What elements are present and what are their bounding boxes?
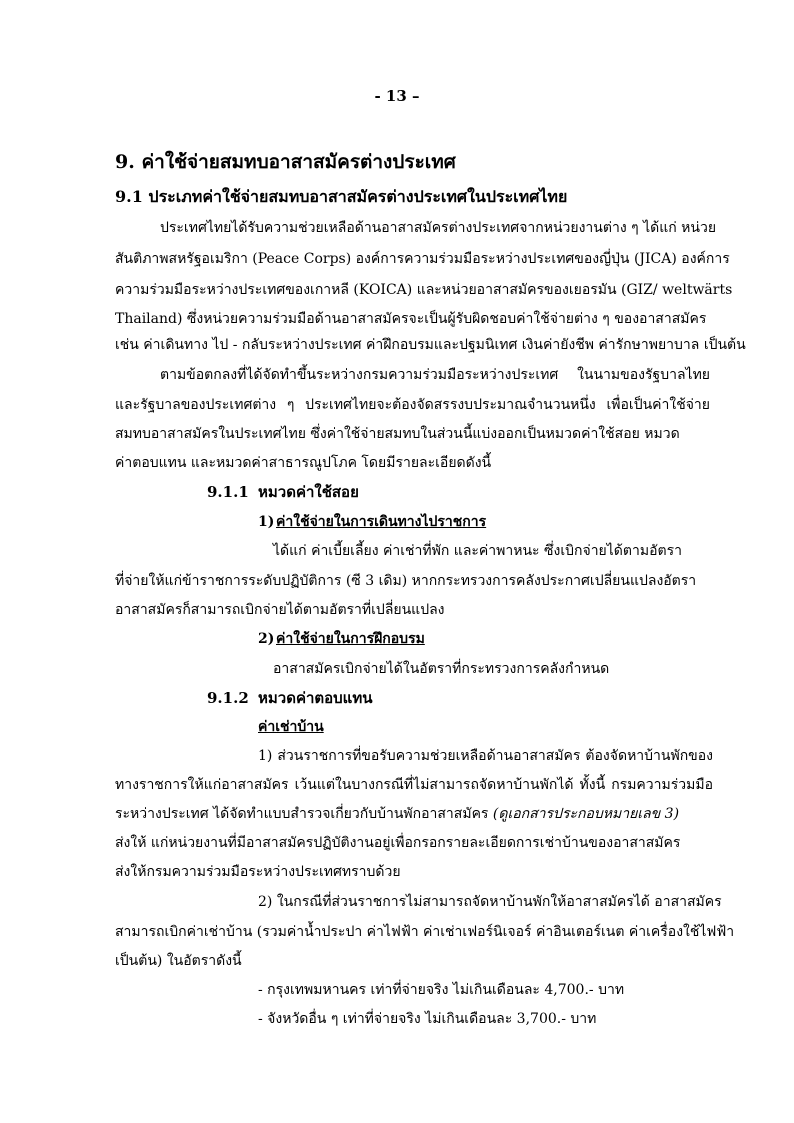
heading-9-1-1-number: 9.1.1	[207, 483, 249, 501]
travel-line-2: ที่จ่ายให้แก่ข้าราชการระดับปฏิบัติการ (ซี 3 เดิม) หากกระทรวงการคลังประกาศเปลี่ยนแปลงอัตรา	[115, 573, 697, 589]
heading-9-1-1-title: หมวดค่าใช้สอย	[258, 483, 359, 501]
intro-line-5: เช่น ค่าเดินทาง ไป - กลับระหว่างประเทศ ค่าฝึกอบรมและปฐมนิเทศ เงินค่ายังชีพ ค่ารักษาพยาบาล เป็นต้น	[115, 337, 746, 353]
training-line: อาสาสมัครเบิกจ่ายได้ในอัตราที่กระทรวงการคลังกำหนด	[273, 661, 610, 677]
agreement-line-2: และรัฐบาลของประเทศต่าง ๆ ประเทศไทยจะต้องจัดสรรงบประมาณจำนวนหนึ่ง เพื่อเป็นค่าใช้จ่าย	[115, 397, 710, 413]
travel-item-title: ค่าใช้จ่ายในการเดินทางไปราชการ	[276, 514, 487, 530]
rent1-line-3-text: ระหว่างประเทศ ได้จัดทำแบบสำรวจเกี่ยวกับบ้านพักอาสาสมัคร	[115, 806, 493, 822]
training-item-number: 2)	[258, 631, 275, 647]
rent1-line-5: ส่งให้กรมความร่วมมือระหว่างประเทศทราบด้วย	[115, 864, 401, 880]
heading-9-1-2-title: หมวดค่าตอบแทน	[258, 689, 373, 707]
heading-9-1-2-number: 9.1.2	[207, 689, 249, 707]
rent-title: ค่าเช่าบ้าน	[258, 719, 324, 735]
agreement-line-1: ตามข้อตกลงที่ได้จัดทำขึ้นระหว่างกรมความร่วมมือระหว่างประเทศ ในนามของรัฐบาลไทย	[160, 367, 710, 383]
rent1-line-3	[115, 805, 679, 823]
intro-line-2: สันติภาพสหรัฐอเมริกา (Peace Corps) องค์การความร่วมมือระหว่างประเทศของญี่ปุ่น (JICA) องค์การ	[115, 251, 730, 267]
intro-line-1: ประเทศไทยได้รับความช่วยเหลือด้านอาสาสมัครต่างประเทศจากหน่วยงานต่าง ๆ ได้แก่ หน่วย	[160, 220, 717, 236]
rate-other-provinces: - จังหวัดอื่น ๆ เท่าที่จ่ายจริง ไม่เกินเดือนละ 3,700.- บาท	[258, 1011, 597, 1027]
agreement-line-3: สมทบอาสาสมัครในประเทศไทย ซึ่งค่าใช้จ่ายสมทบในส่วนนี้แบ่งออกเป็นหมวดค่าใช้สอย หมวด	[115, 426, 680, 442]
travel-line-1: ได้แก่ ค่าเบี้ยเลี้ยง ค่าเช่าที่พัก และค่าพาหนะ ซึ่งเบิกจ่ายได้ตามอัตรา	[273, 543, 682, 559]
reference-document-note: (ดูเอกสารประกอบหมายเลข 3)	[492, 806, 680, 822]
travel-line-3: อาสาสมัครก็สามารถเบิกจ่ายได้ตามอัตราที่เปลี่ยนแปลง	[115, 602, 445, 618]
intro-line-3: ความร่วมมือระหว่างประเทศของเกาหลี (KOICA) และหน่วยอาสาสมัครของเยอรมัน (GIZ/ weltwärts	[115, 282, 733, 298]
rent2-line-1: 2) ในกรณีที่ส่วนราชการไม่สามารถจัดหาบ้านพักให้อาสาสมัครได้ อาสาสมัคร	[258, 894, 722, 910]
rent2-line-2: สามารถเบิกค่าเช่าบ้าน (รวมค่าน้ำประปา ค่าไฟฟ้า ค่าเช่าเฟอร์นิเจอร์ ค่าอินเตอร์เนต ค่าเครื่องใช้ไฟฟ้า	[115, 924, 735, 940]
travel-item-number: 1)	[258, 514, 275, 530]
intro-line-4: Thailand) ซึ่งหน่วยความร่วมมือด้านอาสาสมัครจะเป็นผู้รับผิดชอบค่าใช้จ่ายต่าง ๆ ของอาสาสมัคร	[115, 311, 707, 327]
rate-bangkok: - กรุงเทพมหานคร เท่าที่จ่ายจริง ไม่เกินเดือนละ 4,700.- บาท	[258, 982, 625, 998]
agreement-line-4: ค่าตอบแทน และหมวดค่าสาธารณูปโภค โดยมีรายละเอียดดังนี้	[115, 455, 492, 471]
section-title: 9. ค่าใช้จ่ายสมทบอาสาสมัครต่างประเทศ	[115, 151, 456, 173]
page-number: - 13 –	[374, 87, 420, 105]
rent1-line-2: ทางราชการให้แก่อาสาสมัคร เว้นแต่ในบางกรณีที่ไม่สามารถจัดหาบ้านพักได้ ทั้งนี้ กรมความร่วมมือ	[115, 777, 713, 793]
training-item-title: ค่าใช้จ่ายในการฝึกอบรม	[276, 631, 425, 647]
rent1-line-4: ส่งให้ แก่หน่วยงานที่มีอาสาสมัครปฏิบัติงานอยู่เพื่อกรอกรายละเอียดการเช่าบ้านของอาสาสมัคร	[115, 835, 681, 851]
rent2-line-3: เป็นต้น) ในอัตราดังนี้	[115, 953, 242, 969]
subsection-title: 9.1 ประเภทค่าใช้จ่ายสมทบอาสาสมัครต่างประเทศในประเทศไทย	[115, 187, 568, 206]
rent1-line-1: 1) ส่วนราชการที่ขอรับความช่วยเหลือด้านอาสาสมัคร ต้องจัดหาบ้านพักของ	[258, 748, 713, 764]
